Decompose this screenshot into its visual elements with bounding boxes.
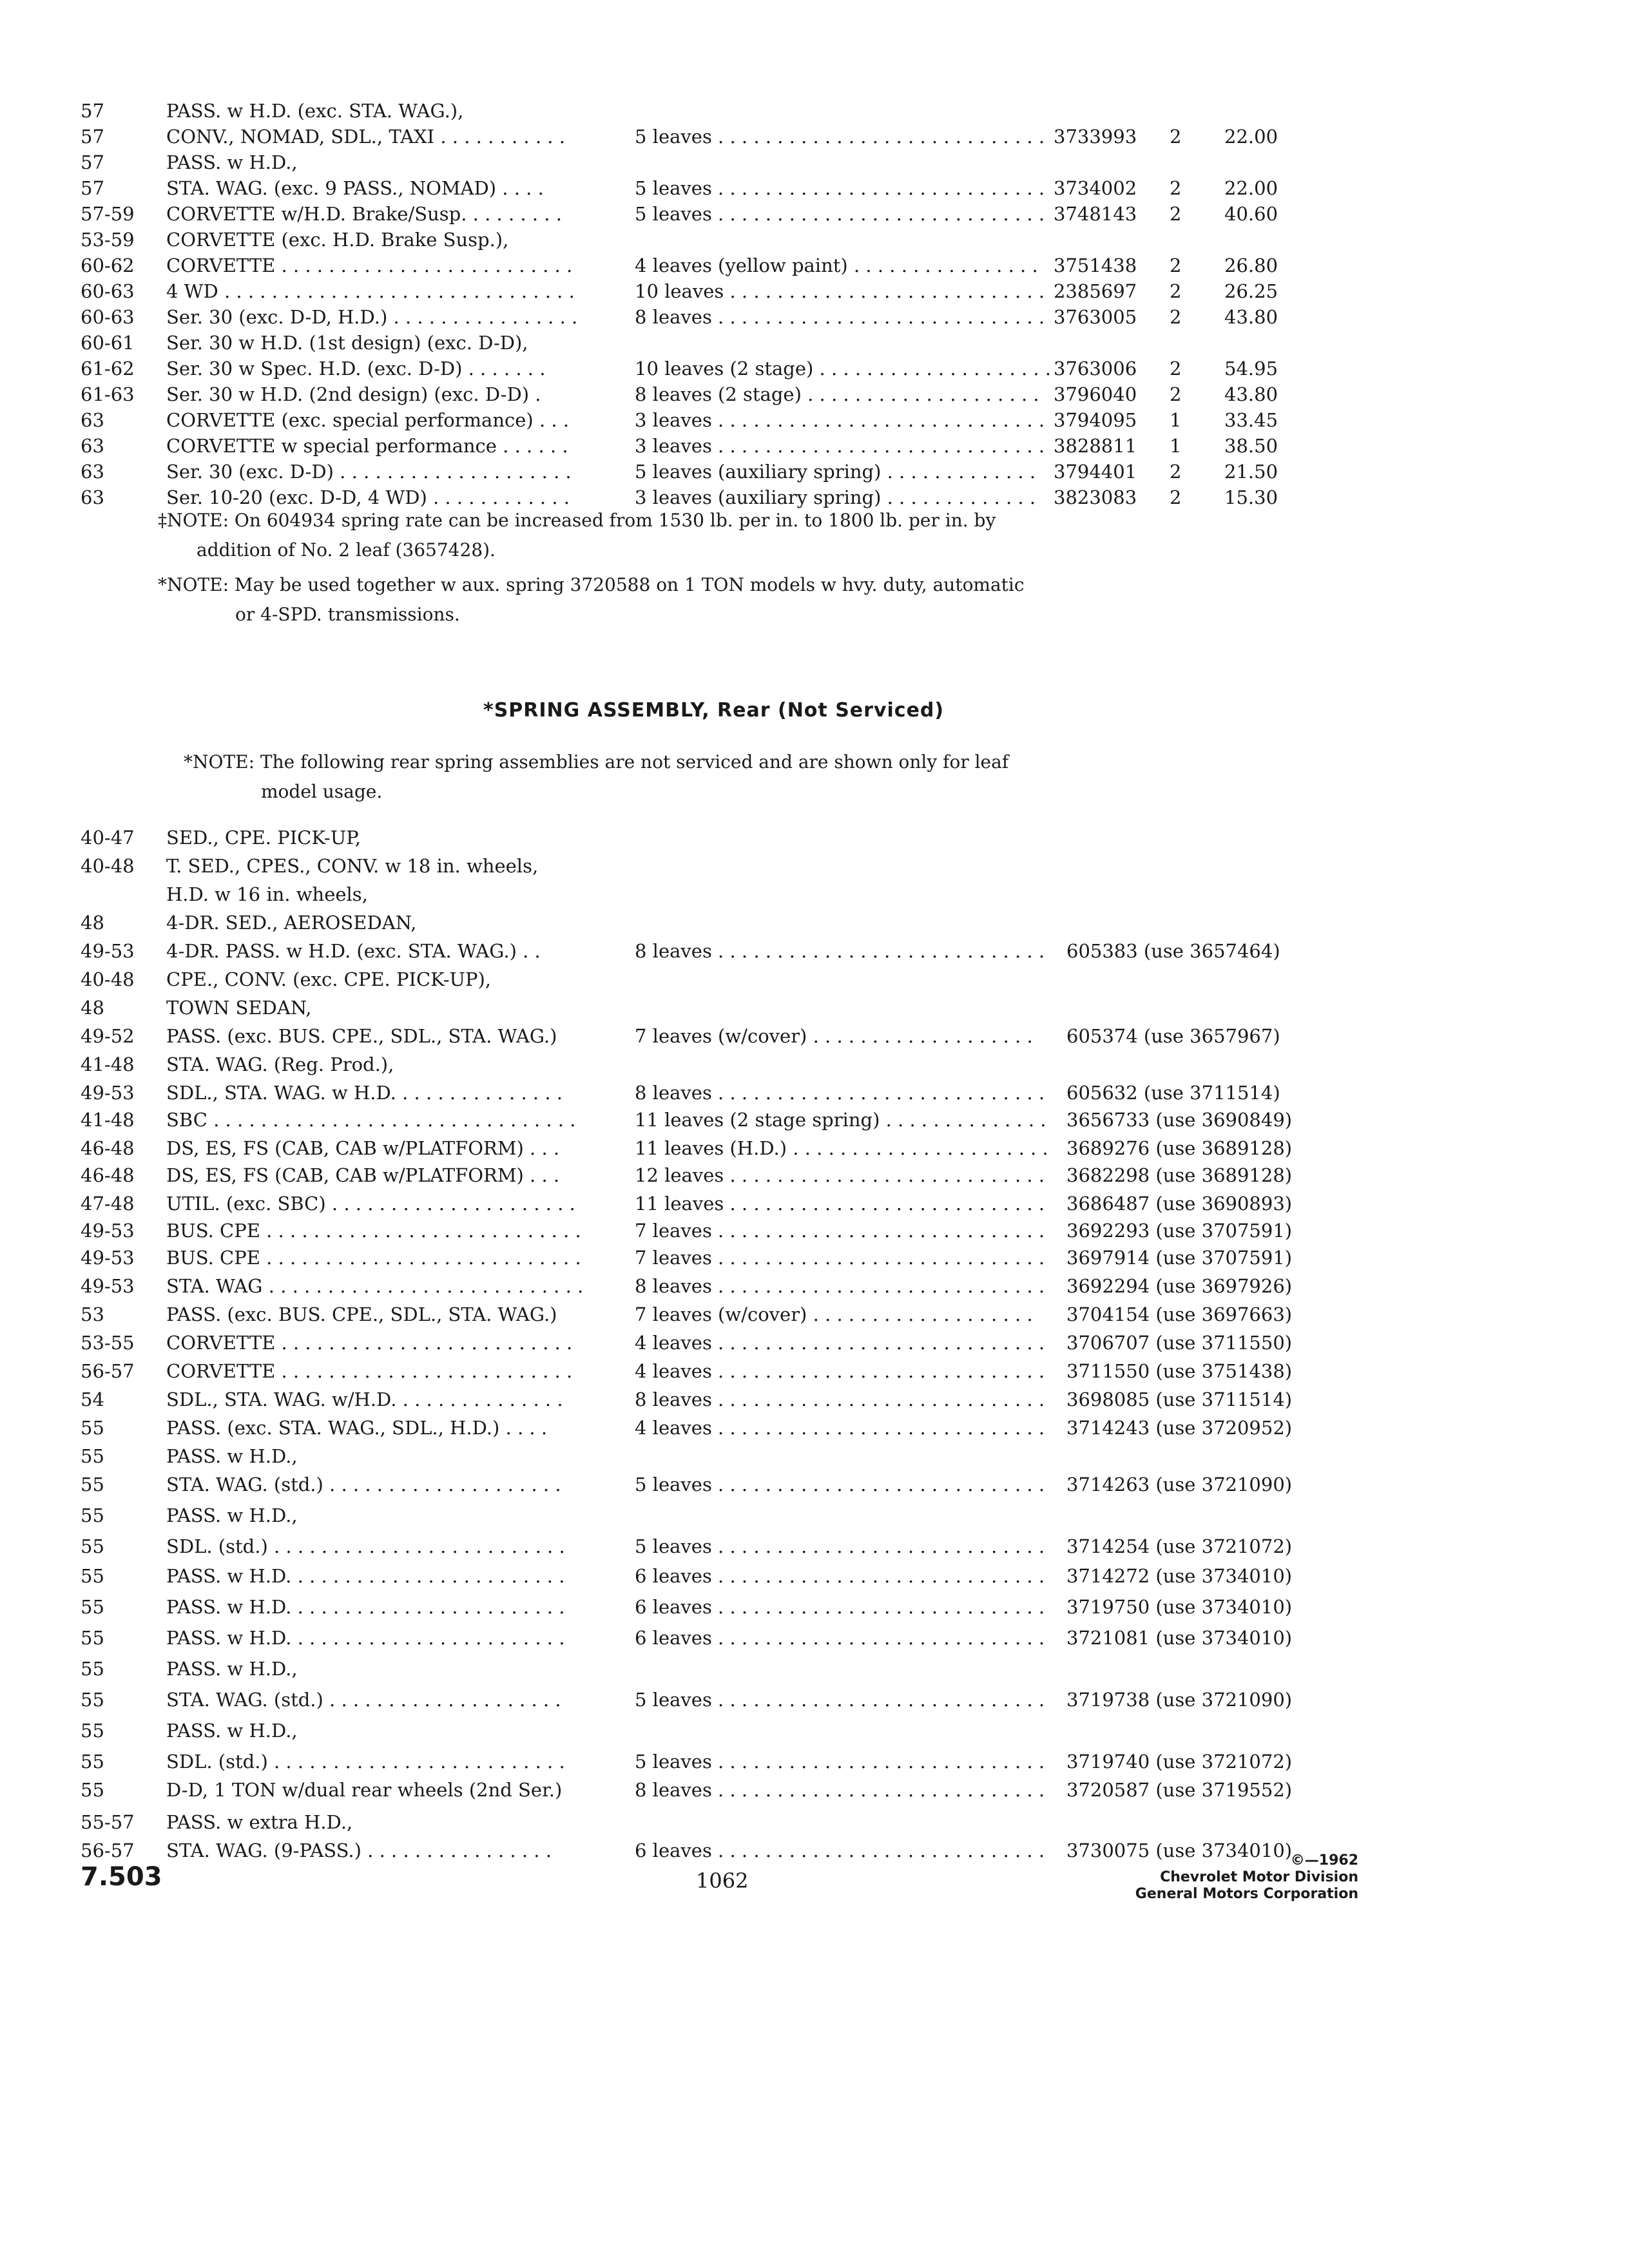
leaf-count: 7 leaves (w/cover) . . . . . . . . . . . . . . . . . . . <box>635 1025 1033 1047</box>
quantity: 2 <box>1170 280 1182 302</box>
model-year: 57 <box>81 177 104 199</box>
model-description: PASS. w H.D., <box>166 1720 298 1742</box>
table-row <box>0 1442 1629 1470</box>
part-number: 3714243 (use 3720952) <box>1066 1417 1293 1439</box>
model-year: 57 <box>81 100 104 122</box>
part-number: 3692293 (use 3707591) <box>1066 1220 1293 1242</box>
leaf-count: 8 leaves . . . . . . . . . . . . . . . . . . . . . . . . . . . . <box>635 940 1045 962</box>
leaf-count: 11 leaves (H.D.) . . . . . . . . . . . . . . . . . . . . . . <box>635 1137 1048 1159</box>
price: 54.95 <box>1224 358 1278 380</box>
table-row <box>0 432 1629 460</box>
model-description: CORVETTE . . . . . . . . . . . . . . . . . . . . . . . . . <box>166 1332 573 1354</box>
model-description: Ser. 30 w H.D. (1st design) (exc. D-D), <box>166 332 528 354</box>
model-description: STA. WAG. (9-PASS.) . . . . . . . . . . . . . . . . <box>166 1840 552 1861</box>
part-number: 3697914 (use 3707591) <box>1066 1247 1293 1269</box>
table-row <box>0 277 1629 305</box>
quantity: 2 <box>1170 255 1182 276</box>
price: 26.80 <box>1224 255 1278 276</box>
part-number: 3823083 <box>1054 486 1137 508</box>
model-year: 61-62 <box>81 358 135 380</box>
section-code: 7.503 <box>81 1862 162 1892</box>
leaf-count: 3 leaves (auxiliary spring) . . . . . . . . . . . . . <box>635 486 1036 508</box>
model-year: 41-48 <box>81 1053 135 1075</box>
table-row <box>0 354 1629 383</box>
part-number: 3730075 (use 3734010) <box>1066 1840 1293 1861</box>
model-year: 40-48 <box>81 968 135 990</box>
quantity: 2 <box>1170 461 1182 483</box>
leaf-count: 5 leaves . . . . . . . . . . . . . . . . . . . . . . . . . . . . <box>635 126 1045 148</box>
table-row <box>0 852 1629 880</box>
table-row <box>0 1134 1629 1162</box>
leaf-count: 5 leaves . . . . . . . . . . . . . . . . . . . . . . . . . . . . <box>635 1751 1045 1773</box>
spring-rate-note <box>158 506 996 565</box>
leaf-count: 5 leaves . . . . . . . . . . . . . . . . . . . . . . . . . . . . <box>635 177 1045 199</box>
model-year: 41-48 <box>81 1109 135 1131</box>
model-year: 46-48 <box>81 1137 135 1159</box>
part-number: 3714254 (use 3721072) <box>1066 1535 1293 1557</box>
price: 15.30 <box>1224 486 1278 508</box>
table-row <box>0 1532 1629 1561</box>
aux-spring-note <box>158 570 1025 629</box>
table-row <box>0 1501 1629 1530</box>
table-row <box>0 200 1629 228</box>
model-description: PASS. w H.D. . . . . . . . . . . . . . . . . . . . . . . . <box>166 1565 565 1587</box>
part-number: 3751438 <box>1054 255 1137 276</box>
model-description: PASS. (exc. BUS. CPE., SDL., STA. WAG.) <box>166 1025 557 1047</box>
model-year: 49-53 <box>81 1275 135 1297</box>
model-year: 61-63 <box>81 383 135 405</box>
model-year: 63 <box>81 435 104 457</box>
model-description: 4 WD . . . . . . . . . . . . . . . . . . . . . . . . . . . . . . <box>166 280 575 302</box>
model-year: 55 <box>81 1417 104 1439</box>
table-row <box>0 1050 1629 1079</box>
table-row <box>0 1022 1629 1050</box>
model-description: 4-DR. PASS. w H.D. (exc. STA. WAG.) . . <box>166 940 541 962</box>
model-description: PASS. w H.D., <box>166 1658 298 1680</box>
table-row <box>0 1716 1629 1745</box>
price: 43.80 <box>1224 306 1278 328</box>
model-year: 55 <box>81 1535 104 1557</box>
model-year: 49-52 <box>81 1025 135 1047</box>
leaf-count: 8 leaves . . . . . . . . . . . . . . . . . . . . . . . . . . . . <box>635 306 1045 328</box>
leaf-count: 3 leaves . . . . . . . . . . . . . . . . . . . . . . . . . . . . <box>635 435 1045 457</box>
model-description: CONV., NOMAD, SDL., TAXI . . . . . . . . . . . <box>166 126 565 148</box>
part-number: 3711550 (use 3751438) <box>1066 1360 1293 1382</box>
quantity: 1 <box>1170 435 1182 457</box>
table-row <box>0 1686 1629 1714</box>
model-description: Ser. 30 w H.D. (2nd design) (exc. D-D) . <box>166 383 541 405</box>
table-row <box>0 1300 1629 1329</box>
table-row <box>0 1272 1629 1300</box>
table-row <box>0 1593 1629 1621</box>
note-line: addition of No. 2 leaf (3657428). <box>197 539 496 561</box>
leaf-count: 6 leaves . . . . . . . . . . . . . . . . . . . . . . . . . . . . <box>635 1627 1045 1649</box>
model-description: UTIL. (exc. SBC) . . . . . . . . . . . . . . . . . . . . . <box>166 1193 575 1215</box>
model-description: STA. WAG. (exc. 9 PASS., NOMAD) . . . . <box>166 177 544 199</box>
model-description: STA. WAG. (std.) . . . . . . . . . . . . . . . . . . . . <box>166 1689 561 1711</box>
model-description: PASS. (exc. STA. WAG., SDL., H.D.) . . . . <box>166 1417 548 1439</box>
model-year: 55 <box>81 1720 104 1742</box>
part-number: 3719738 (use 3721090) <box>1066 1689 1293 1711</box>
model-year: 47-48 <box>81 1193 135 1215</box>
rear-section-note <box>184 747 1008 807</box>
model-description: STA. WAG. (Reg. Prod.), <box>166 1053 394 1075</box>
model-year: 55 <box>81 1474 104 1495</box>
model-year: 63 <box>81 409 104 431</box>
note-line: *NOTE: May be used together w aux. spring 3720588 on 1 TON models w hvy. duty, automatic <box>158 574 1025 595</box>
price: 33.45 <box>1224 409 1278 431</box>
table-row <box>0 174 1629 202</box>
table-row <box>0 1216 1629 1245</box>
part-number: 605383 (use 3657464) <box>1066 940 1280 962</box>
part-number: 3796040 <box>1054 383 1137 405</box>
price: 43.80 <box>1224 383 1278 405</box>
table-row <box>0 457 1629 486</box>
model-description: DS, ES, FS (CAB, CAB w/PLATFORM) . . . <box>166 1137 560 1159</box>
part-number: 3721081 (use 3734010) <box>1066 1627 1293 1649</box>
table-row <box>0 97 1629 125</box>
price: 26.25 <box>1224 280 1278 302</box>
model-year: 46-48 <box>81 1164 135 1186</box>
model-description: SDL., STA. WAG. w H.D. . . . . . . . . . . . . . . <box>166 1082 563 1104</box>
model-description: SED., CPE. PICK-UP, <box>166 827 361 849</box>
quantity: 1 <box>1170 409 1182 431</box>
part-number: 3720587 (use 3719552) <box>1066 1779 1293 1801</box>
table-row <box>0 1414 1629 1442</box>
model-year: 55 <box>81 1445 104 1467</box>
table-row <box>0 380 1629 408</box>
leaf-count: 4 leaves . . . . . . . . . . . . . . . . . . . . . . . . . . . . <box>635 1332 1045 1354</box>
model-year: 48 <box>81 997 104 1019</box>
model-description: PASS. w H.D. . . . . . . . . . . . . . . . . . . . . . . . <box>166 1596 565 1618</box>
leaf-count: 7 leaves . . . . . . . . . . . . . . . . . . . . . . . . . . . . <box>635 1247 1045 1269</box>
model-description: Ser. 30 w Spec. H.D. (exc. D-D) . . . . . . . <box>166 358 546 380</box>
table-row <box>0 226 1629 254</box>
part-number: 3698085 (use 3711514) <box>1066 1389 1293 1410</box>
leaf-count: 6 leaves . . . . . . . . . . . . . . . . . . . . . . . . . . . . <box>635 1840 1045 1861</box>
model-description: Ser. 10-20 (exc. D-D, 4 WD) . . . . . . . . . . . . <box>166 486 570 508</box>
part-number: 3706707 (use 3711550) <box>1066 1332 1293 1354</box>
table-row <box>0 1808 1629 1836</box>
table-row <box>0 1562 1629 1590</box>
quantity: 2 <box>1170 126 1182 148</box>
table-row <box>0 406 1629 434</box>
table-row <box>0 1106 1629 1134</box>
model-year: 53-59 <box>81 229 135 251</box>
table-row <box>0 122 1629 151</box>
division-name: Chevrolet Motor Division <box>1160 1869 1358 1885</box>
model-description: CORVETTE (exc. H.D. Brake Susp.), <box>166 229 509 251</box>
table-row <box>0 1655 1629 1683</box>
model-description: TOWN SEDAN, <box>166 997 312 1019</box>
part-number: 3714263 (use 3721090) <box>1066 1474 1293 1495</box>
leaf-count: 6 leaves . . . . . . . . . . . . . . . . . . . . . . . . . . . . <box>635 1596 1045 1618</box>
part-number: 3828811 <box>1054 435 1137 457</box>
model-year: 56-57 <box>81 1840 135 1861</box>
model-description: H.D. w 16 in. wheels, <box>166 883 368 905</box>
model-description: DS, ES, FS (CAB, CAB w/PLATFORM) . . . <box>166 1164 560 1186</box>
quantity: 2 <box>1170 358 1182 380</box>
leaf-count: 11 leaves (2 stage spring) . . . . . . . . . . . . . . <box>635 1109 1046 1131</box>
quantity: 2 <box>1170 203 1182 225</box>
model-description: T. SED., CPES., CONV. w 18 in. wheels, <box>166 855 539 877</box>
price: 40.60 <box>1224 203 1278 225</box>
part-number: 3763005 <box>1054 306 1137 328</box>
table-row <box>0 1470 1629 1499</box>
leaf-count: 3 leaves . . . . . . . . . . . . . . . . . . . . . . . . . . . . <box>635 409 1045 431</box>
leaf-count: 10 leaves (2 stage) . . . . . . . . . . . . . . . . . . . . <box>635 358 1052 380</box>
price: 38.50 <box>1224 435 1278 457</box>
model-year: 57-59 <box>81 203 135 225</box>
model-description: PASS. w extra H.D., <box>166 1811 353 1833</box>
leaf-count: 4 leaves . . . . . . . . . . . . . . . . . . . . . . . . . . . . <box>635 1360 1045 1382</box>
model-description: CORVETTE . . . . . . . . . . . . . . . . . . . . . . . . . <box>166 255 573 276</box>
model-year: 49-53 <box>81 1220 135 1242</box>
model-description: PASS. (exc. BUS. CPE., SDL., STA. WAG.) <box>166 1303 557 1325</box>
table-row <box>0 1624 1629 1652</box>
model-description: STA. WAG. (std.) . . . . . . . . . . . . . . . . . . . . <box>166 1474 561 1495</box>
note-line: or 4-SPD. transmissions. <box>235 604 460 625</box>
model-year: 55 <box>81 1596 104 1618</box>
table-row <box>0 994 1629 1022</box>
model-year: 55 <box>81 1627 104 1649</box>
model-year: 60-63 <box>81 306 135 328</box>
quantity: 2 <box>1170 383 1182 405</box>
model-year: 49-53 <box>81 1082 135 1104</box>
part-number: 3714272 (use 3734010) <box>1066 1565 1293 1587</box>
part-number: 3733993 <box>1054 126 1137 148</box>
model-year: 57 <box>81 126 104 148</box>
page-number: 1062 <box>696 1869 749 1893</box>
leaf-count: 7 leaves (w/cover) . . . . . . . . . . . . . . . . . . . <box>635 1303 1033 1325</box>
price: 22.00 <box>1224 126 1278 148</box>
table-row <box>0 1776 1629 1804</box>
part-number: 605374 (use 3657967) <box>1066 1025 1280 1047</box>
model-year: 55 <box>81 1504 104 1526</box>
model-description: CORVETTE . . . . . . . . . . . . . . . . . . . . . . . . . <box>166 1360 573 1382</box>
leaf-count: 6 leaves . . . . . . . . . . . . . . . . . . . . . . . . . . . . <box>635 1565 1045 1587</box>
table-row <box>0 1385 1629 1414</box>
leaf-count: 5 leaves . . . . . . . . . . . . . . . . . . . . . . . . . . . . <box>635 203 1045 225</box>
leaf-count: 5 leaves (auxiliary spring) . . . . . . . . . . . . . <box>635 461 1036 483</box>
table-row <box>0 1329 1629 1357</box>
model-year: 53 <box>81 1303 104 1325</box>
model-year: 63 <box>81 461 104 483</box>
leaf-count: 8 leaves (2 stage) . . . . . . . . . . . . . . . . . . . . <box>635 383 1039 405</box>
leaf-count: 7 leaves . . . . . . . . . . . . . . . . . . . . . . . . . . . . <box>635 1220 1045 1242</box>
part-number: 3656733 (use 3690849) <box>1066 1109 1293 1131</box>
leaf-count: 11 leaves . . . . . . . . . . . . . . . . . . . . . . . . . . . <box>635 1193 1045 1215</box>
part-number: 3692294 (use 3697926) <box>1066 1275 1293 1297</box>
table-row <box>0 1357 1629 1385</box>
leaf-count: 8 leaves . . . . . . . . . . . . . . . . . . . . . . . . . . . . <box>635 1082 1045 1104</box>
table-row <box>0 1189 1629 1218</box>
copyright: ©—1962 <box>1290 1852 1358 1869</box>
part-number: 3734002 <box>1054 177 1137 199</box>
table-row <box>0 251 1629 280</box>
table-row <box>0 880 1629 908</box>
leaf-count: 8 leaves . . . . . . . . . . . . . . . . . . . . . . . . . . . . <box>635 1275 1045 1297</box>
model-year: 49-53 <box>81 940 135 962</box>
table-row <box>0 937 1629 965</box>
model-year: 55-57 <box>81 1811 135 1833</box>
model-year: 55 <box>81 1751 104 1773</box>
model-description: D-D, 1 TON w/dual rear wheels (2nd Ser.) <box>166 1779 563 1801</box>
leaf-count: 4 leaves (yellow paint) . . . . . . . . . . . . . . . . <box>635 255 1038 276</box>
part-number: 3794095 <box>1054 409 1137 431</box>
model-year: 57 <box>81 151 104 173</box>
table-row <box>0 148 1629 177</box>
table-row <box>0 329 1629 357</box>
part-number: 3794401 <box>1054 461 1137 483</box>
part-number: 3689276 (use 3689128) <box>1066 1137 1293 1159</box>
part-number: 3704154 (use 3697663) <box>1066 1303 1293 1325</box>
table-row <box>0 823 1629 852</box>
table-row <box>0 1244 1629 1272</box>
table-row <box>0 1079 1629 1107</box>
price: 22.00 <box>1224 177 1278 199</box>
model-year: 53-55 <box>81 1332 135 1354</box>
note-line: *NOTE: The following rear spring assemblies are not serviced and are shown only for leaf <box>184 751 1009 773</box>
leaf-count: 5 leaves . . . . . . . . . . . . . . . . . . . . . . . . . . . . <box>635 1689 1045 1711</box>
model-description: SDL. (std.) . . . . . . . . . . . . . . . . . . . . . . . . . <box>166 1751 565 1773</box>
model-year: 56-57 <box>81 1360 135 1382</box>
model-description: PASS. w H.D. . . . . . . . . . . . . . . . . . . . . . . . <box>166 1627 565 1649</box>
model-description: CORVETTE (exc. special performance) . . . <box>166 409 570 431</box>
leaf-count: 8 leaves . . . . . . . . . . . . . . . . . . . . . . . . . . . . <box>635 1779 1045 1801</box>
publisher-block <box>1135 1852 1358 1903</box>
model-description: SBC . . . . . . . . . . . . . . . . . . . . . . . . . . . . . . . <box>166 1109 576 1131</box>
model-year: 63 <box>81 486 104 508</box>
model-description: PASS. w H.D., <box>166 151 298 173</box>
model-year: 55 <box>81 1779 104 1801</box>
leaf-count: 4 leaves . . . . . . . . . . . . . . . . . . . . . . . . . . . . <box>635 1417 1045 1439</box>
part-number: 2385697 <box>1054 280 1137 302</box>
corporation-name: General Motors Corporation <box>1135 1886 1358 1902</box>
model-description: SDL. (std.) . . . . . . . . . . . . . . . . . . . . . . . . . <box>166 1535 565 1557</box>
model-description: PASS. w H.D., <box>166 1504 298 1526</box>
model-description: Ser. 30 (exc. D-D, H.D.) . . . . . . . . . . . . . . . . <box>166 306 578 328</box>
part-number: 3686487 (use 3690893) <box>1066 1193 1293 1215</box>
leaf-count: 5 leaves . . . . . . . . . . . . . . . . . . . . . . . . . . . . <box>635 1535 1045 1557</box>
model-year: 55 <box>81 1658 104 1680</box>
quantity: 2 <box>1170 486 1182 508</box>
model-description: BUS. CPE . . . . . . . . . . . . . . . . . . . . . . . . . . . <box>166 1247 581 1269</box>
price: 21.50 <box>1224 461 1278 483</box>
model-description: BUS. CPE . . . . . . . . . . . . . . . . . . . . . . . . . . . <box>166 1220 581 1242</box>
model-description: SDL., STA. WAG. w/H.D. . . . . . . . . . . . . . . <box>166 1389 563 1410</box>
note-line: model usage. <box>261 781 383 802</box>
leaf-count: 12 leaves . . . . . . . . . . . . . . . . . . . . . . . . . . . <box>635 1164 1045 1186</box>
model-year: 48 <box>81 912 104 934</box>
table-row <box>0 1836 1629 1865</box>
model-year: 40-47 <box>81 827 135 849</box>
leaf-count: 5 leaves . . . . . . . . . . . . . . . . . . . . . . . . . . . . <box>635 1474 1045 1495</box>
model-year: 54 <box>81 1389 104 1410</box>
model-year: 60-63 <box>81 280 135 302</box>
table-row <box>0 965 1629 994</box>
leaf-count: 10 leaves . . . . . . . . . . . . . . . . . . . . . . . . . . . <box>635 280 1045 302</box>
model-description: PASS. w H.D., <box>166 1445 298 1467</box>
model-description: CORVETTE w/H.D. Brake/Susp. . . . . . . . . <box>166 203 562 225</box>
model-year: 40-48 <box>81 855 135 877</box>
model-description: STA. WAG . . . . . . . . . . . . . . . . . . . . . . . . . . . <box>166 1275 584 1297</box>
model-description: CPE., CONV. (exc. CPE. PICK-UP), <box>166 968 491 990</box>
table-row <box>0 1747 1629 1776</box>
part-number: 3763006 <box>1054 358 1137 380</box>
part-number: 3719750 (use 3734010) <box>1066 1596 1293 1618</box>
part-number: 3682298 (use 3689128) <box>1066 1164 1293 1186</box>
model-year: 60-62 <box>81 255 135 276</box>
part-number: 3748143 <box>1054 203 1137 225</box>
table-row <box>0 303 1629 331</box>
model-description: PASS. w H.D. (exc. STA. WAG.), <box>166 100 464 122</box>
model-description: Ser. 30 (exc. D-D) . . . . . . . . . . . . . . . . . . . . <box>166 461 572 483</box>
model-year: 49-53 <box>81 1247 135 1269</box>
model-description: CORVETTE w special performance . . . . . . <box>166 435 568 457</box>
quantity: 2 <box>1170 306 1182 328</box>
model-year: 60-61 <box>81 332 135 354</box>
table-row <box>0 908 1629 937</box>
section-title: *SPRING ASSEMBLY, Rear (Not Serviced) <box>483 699 945 722</box>
model-description: 4-DR. SED., AEROSEDAN, <box>166 912 417 934</box>
part-number: 605632 (use 3711514) <box>1066 1082 1280 1104</box>
quantity: 2 <box>1170 177 1182 199</box>
model-year: 55 <box>81 1689 104 1711</box>
note-line: ‡NOTE: On 604934 spring rate can be increased from 1530 lb. per in. to 1800 lb. per in. by <box>158 510 996 531</box>
model-year: 55 <box>81 1565 104 1587</box>
part-number: 3719740 (use 3721072) <box>1066 1751 1293 1773</box>
leaf-count: 8 leaves . . . . . . . . . . . . . . . . . . . . . . . . . . . . <box>635 1389 1045 1410</box>
table-row <box>0 1161 1629 1189</box>
